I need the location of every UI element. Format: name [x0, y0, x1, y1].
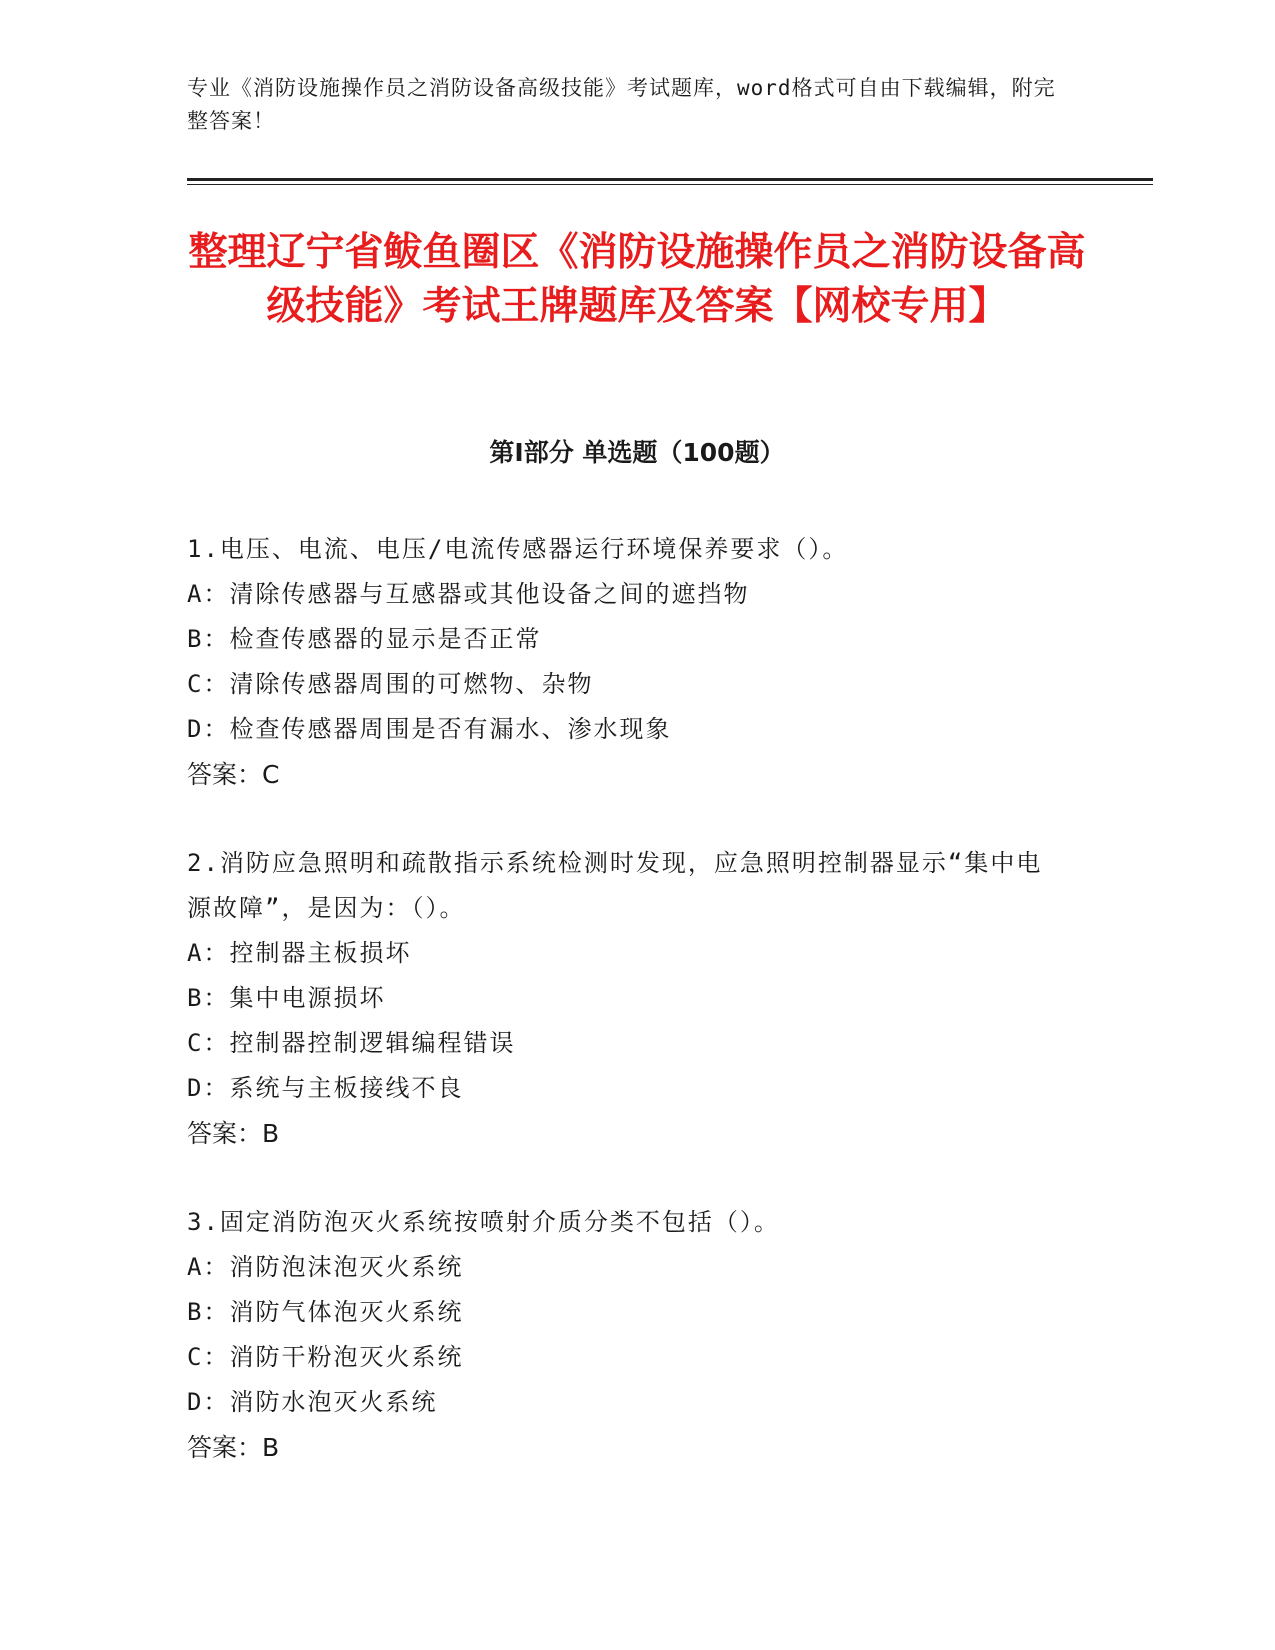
header-note: 专业《消防设施操作员之消防设备高级技能》考试题库，word格式可自由下载编辑，附完整答案！	[187, 76, 1056, 133]
option-c: C：控制器控制逻辑编程错误	[187, 1029, 516, 1057]
question-3	[187, 1200, 1067, 1470]
question-stem: 1.电压、电流、电压/电流传感器运行环境保养要求（）。	[187, 535, 849, 563]
option-a: A：清除传感器与互感器或其他设备之间的遮挡物	[187, 580, 750, 608]
option-a: A：消防泡沫泡灭火系统	[187, 1253, 464, 1281]
question-stem: 3.固定消防泡灭火系统按喷射介质分类不包括（）。	[187, 1208, 780, 1236]
question-stem: 2.消防应急照明和疏散指示系统检测时发现，应急照明控制器显示“集中电源故障”，是因为：（）。	[187, 849, 1043, 922]
answer: 答案：B	[187, 1119, 280, 1148]
option-b: B：集中电源损坏	[187, 984, 386, 1012]
question-1	[187, 527, 1067, 797]
option-c: C：消防干粉泡灭火系统	[187, 1343, 464, 1371]
option-d: D：系统与主板接线不良	[187, 1074, 464, 1102]
option-d: D：检查传感器周围是否有漏水、渗水现象	[187, 715, 672, 743]
option-c: C：清除传感器周围的可燃物、杂物	[187, 670, 594, 698]
question-2	[187, 841, 1067, 1156]
section-title: 第Ⅰ部分 单选题（100题）	[489, 438, 785, 467]
header-divider-thick	[187, 178, 1153, 181]
option-a: A：控制器主板损坏	[187, 939, 412, 967]
answer: 答案：B	[187, 1433, 280, 1462]
option-d: D：消防水泡灭火系统	[187, 1388, 438, 1416]
option-b: B：检查传感器的显示是否正常	[187, 625, 542, 653]
option-b: B：消防气体泡灭火系统	[187, 1298, 464, 1326]
document-title: 整理辽宁省鲅鱼圈区《消防设施操作员之消防设备高级技能》考试王牌题库及答案【网校专用】	[188, 230, 1086, 329]
question-list	[187, 527, 1067, 1514]
header-divider-thin	[187, 184, 1153, 185]
answer: 答案：C	[187, 760, 280, 789]
